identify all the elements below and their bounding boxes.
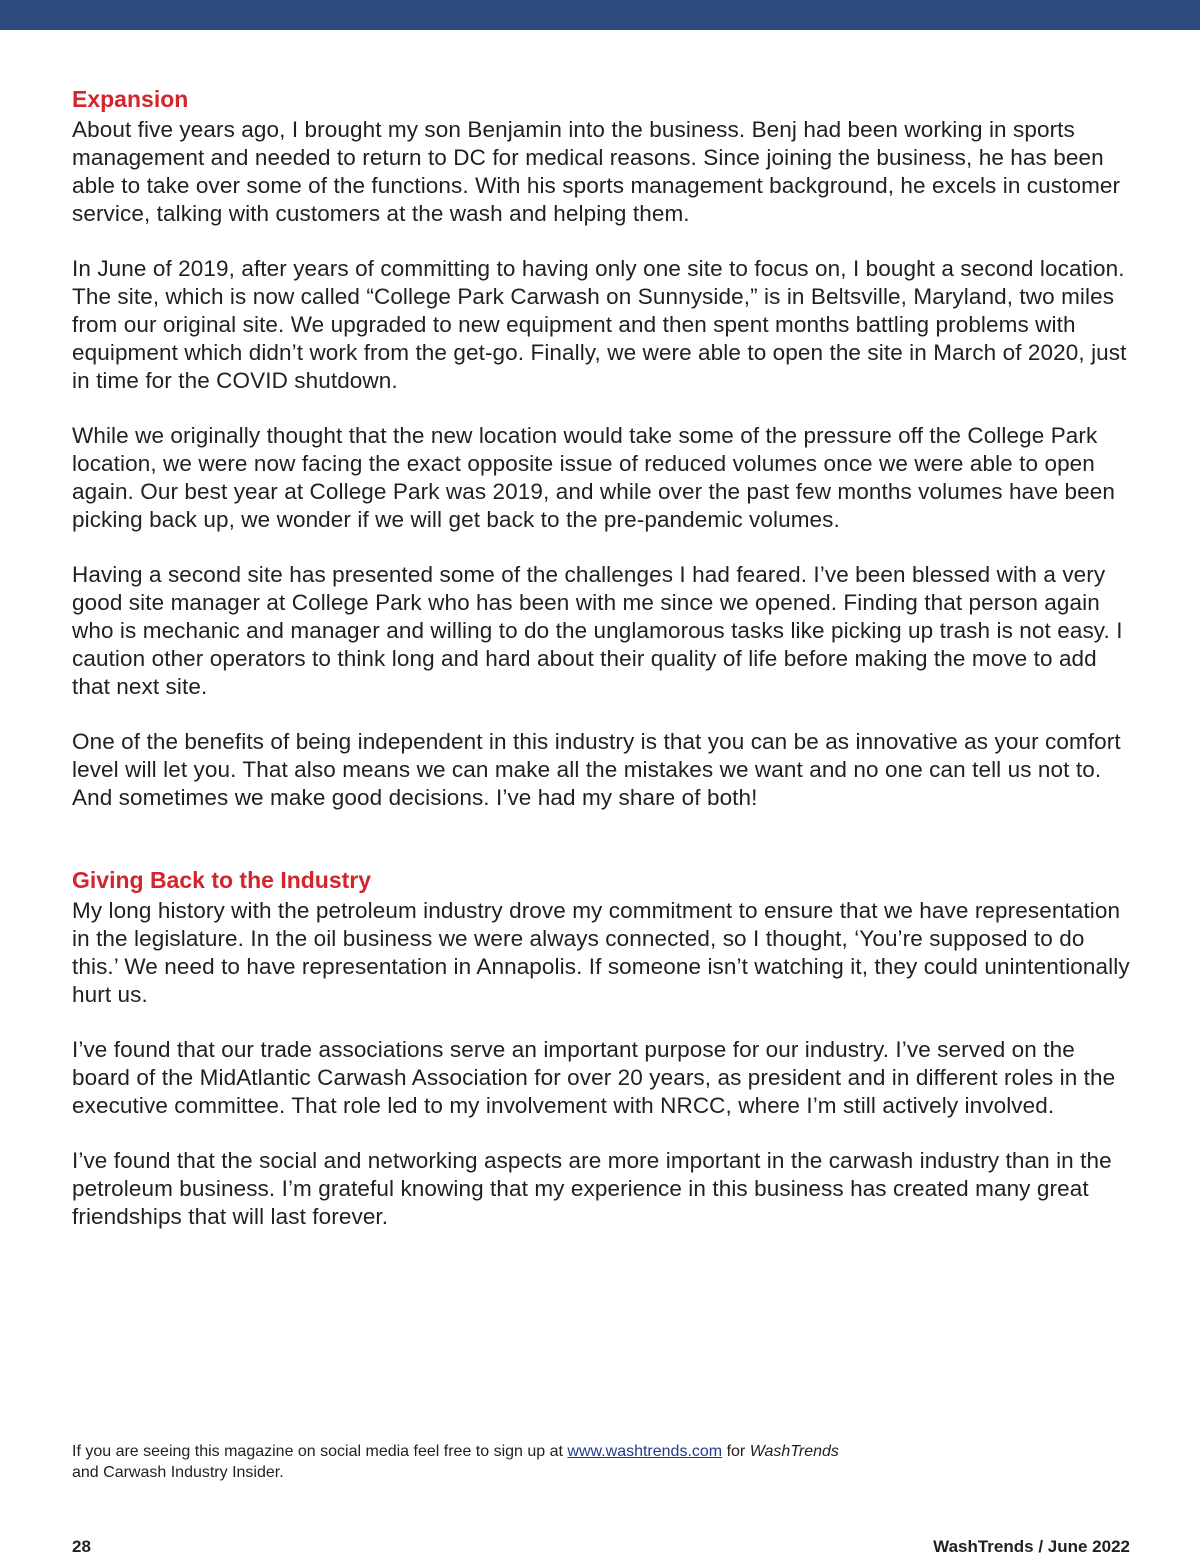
paragraph: I’ve found that the social and networking aspects are more important in the carwash industry than in the petroleum business. I’m grateful knowing that my experience in this business has created many great friendships that will last forever. [72,1148,1112,1229]
publication-info: WashTrends / June 2022 [933,1537,1130,1556]
paragraph: While we originally thought that the new location would take some of the pressure off the College Park location, we were now facing the exact opposite issue of reduced volumes once we were able to open again. Our best year at College Park was 2019, and while over the past few months volumes have been picking back up, we wonder if we will get back to the pre-pandemic volumes. [72,423,1115,532]
washtrends-link[interactable]: www.washtrends.com [567,1443,723,1460]
paragraph: About five years ago, I brought my son Benjamin into the business. Benj had been working in sports management and needed to return to DC for medical reasons. Since joining the business, he has been able to take over some of the functions. With his sports management background, he excels in customer service, talking with customers at the wash and helping them. [72,117,1121,226]
footnote [72,1441,1072,1483]
section-heading: Giving Back to the Industry [72,867,372,893]
section-expansion [72,84,1130,812]
paragraph: One of the benefits of being independent in this industry is that you can be as innovative as your comfort level will let you. That also means we can make all the mistakes we want and no one can tell us not to. And sometimes we make good decisions. I’ve had my share of both! [72,729,1121,810]
section-heading: Expansion [72,86,189,112]
paragraph: I’ve found that our trade associations serve an important purpose for our industry. I’ve served on the board of the MidAtlantic Carwash Association for over 20 years, as president and in different roles in the executive committee. That role led to my involvement with NRCC, where I’m still actively involved. [72,1037,1116,1118]
paragraph: My long history with the petroleum industry drove my commitment to ensure that we have representation in the legislature. In the oil business we were always connected, so I thought, ‘You’re supposed to do this.’ We need to have representation in Annapolis. If someone isn’t watching it, they could unintentionally hurt us. [72,898,1130,1007]
page-number: 28 [72,1537,91,1556]
footnote-text: for [722,1443,750,1460]
article-body [72,84,1130,1258]
footnote-text: and Carwash Industry Insider. [72,1464,284,1481]
paragraph: Having a second site has presented some of the challenges I had feared. I’ve been blessed with a very good site manager at College Park who has been with me since we opened. Finding that person again who is mechanic and manager and willing to do the unglamorous tasks like picking up trash is not easy. I caution other operators to think long and hard about their quality of life before making the move to add that next site. [72,562,1123,699]
header-bar [0,0,1200,30]
footnote-text: If you are seeing this magazine on social media feel free to sign up at [72,1443,568,1460]
section-giving-back [72,865,1130,1231]
magazine-name: WashTrends [749,1443,839,1460]
paragraph: In June of 2019, after years of committing to having only one site to focus on, I bought a second location. The site, which is now called “College Park Carwash on Sunnyside,” is in Beltsville, Maryland, two miles from our original site. We upgraded to new equipment and then spent months battling problems with equipment which didn’t work from the get-go. Finally, we were able to open the site in March of 2020, just in time for the COVID shutdown. [72,256,1127,393]
